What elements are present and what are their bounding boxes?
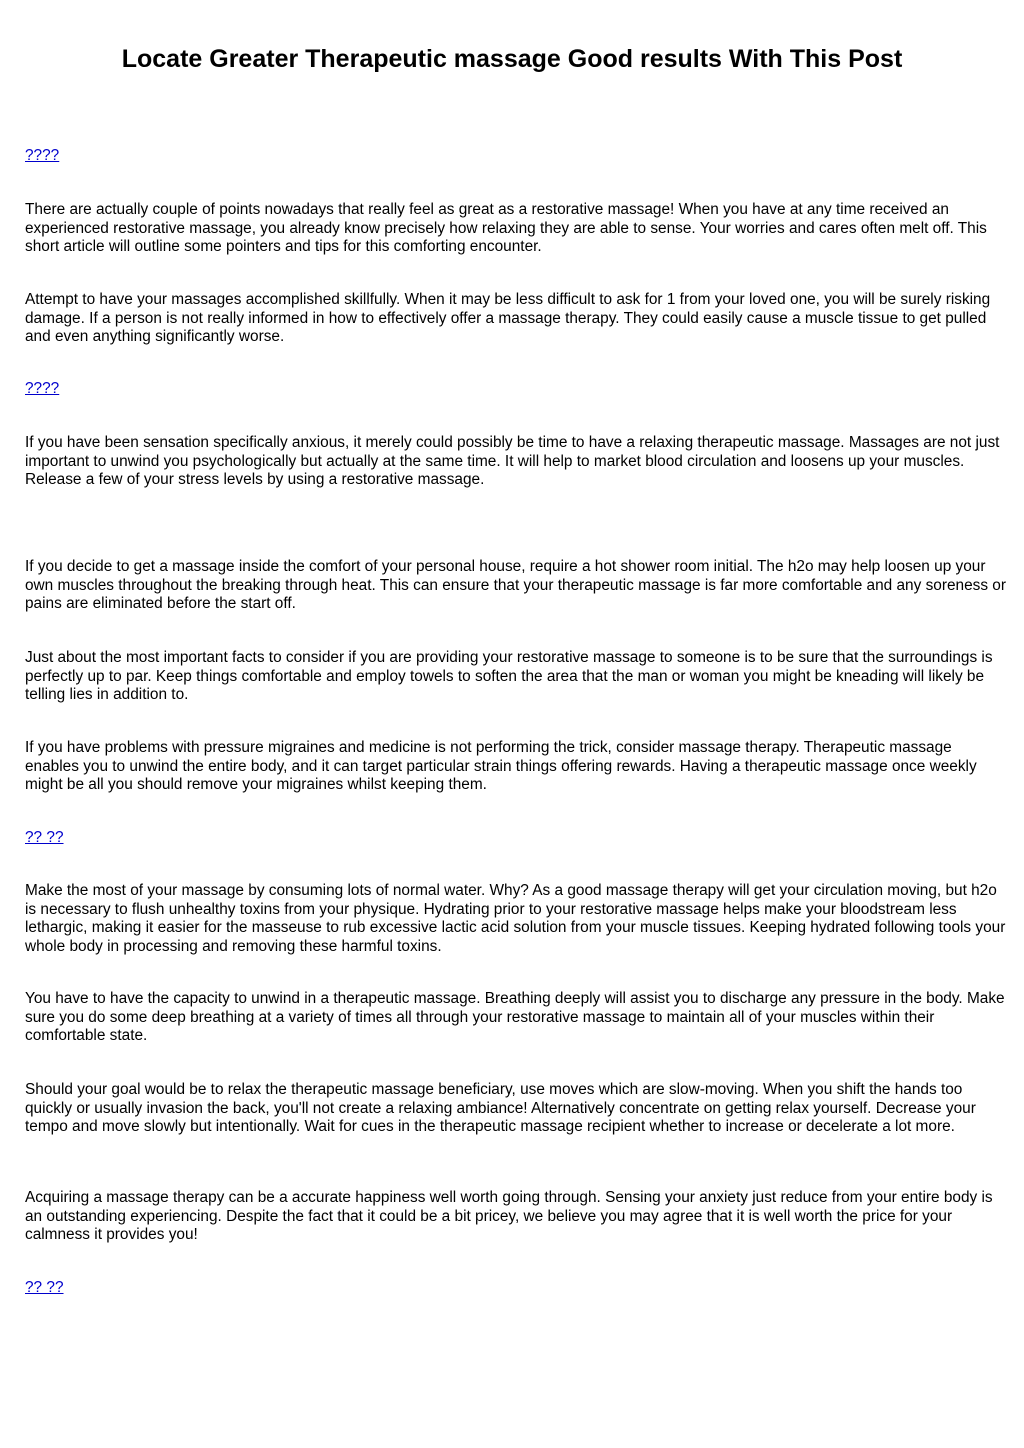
paragraph-10: Acquiring a massage therapy can be a accurate happiness well worth going through. Sensing your anxiety just reduce from your entire body is an outstanding experiencing. Despite the fact that it could be a bit pricey, we believe you may agree that it is well worth the price for your calmness it provides you! [25,1189,993,1244]
paragraph-2: Attempt to have your massages accomplished skillfully. When it may be less difficult to ask for 1 from your loved one, you will be surely risking damage. If a person is not really informed in how to effectively offer a massage therapy. They could easily cause a muscle tissue to get pulled and even anything significantly worse. [25,291,991,346]
paragraph-4: If you decide to get a massage inside the comfort of your personal house, require a hot shower room initial. The h2o may help loosen up your own muscles throughout the breaking through heat. This can ensure that your therapeutic massage is far more comfortable and any soreness or pains are eliminated before the start off. [25,558,1006,613]
document-title: Locate Greater Therapeutic massage Good results With This Post [121,45,903,73]
paragraph-8: You have to have the capacity to unwind in a therapeutic massage. Breathing deeply will assist you to discharge any pressure in the body. Make sure you do some deep breathing at a variety of times all through your restorative massage to maintain all of your muscles within their comfortable state. [25,990,1005,1045]
link-4[interactable]: ?? ?? [25,1279,64,1296]
paragraph-7: Make the most of your massage by consuming lots of normal water. Why? As a good massage therapy will get your circulation moving, but h2o is necessary to flush unhealthy toxins from your physique. Hydrating prior to your restorative massage helps make your bloodstream less lethargic, making it easier for the masseuse to rub excessive lactic acid solution from your muscle tissues. Keeping hydrated following tools your whole body in processing and removing these harmful toxins. [25,882,1006,955]
paragraph-3: If you have been sensation specifically anxious, it merely could possibly be time to have a relaxing therapeutic massage. Massages are not just important to unwind you psychologically but actually at the same time. It will help to market blood circulation and loosens up your muscles. Release a few of your stress levels by using a restorative massage. [25,434,1000,489]
link-block [25,380,1007,399]
paragraph-9: Should your goal would be to relax the therapeutic massage beneficiary, use moves which are slow-moving. When you shift the hands too quickly or usually invasion the back, you'll not create a relaxing ambiance! Alternatively concentrate on getting relax yourself. Decrease your tempo and move slowly but intentionally. Wait for cues in the therapeutic massage recipient whether to increase or decelerate a lot more. [25,1081,976,1136]
paragraph-5: Just about the most important facts to consider if you are providing your restorative massage to someone is to be sure that the surroundings is perfectly up to par. Keep things comfortable and employ towels to soften the area that the man or woman you might be kneading will likely be telling lies in addition to. [25,649,993,704]
link-1[interactable]: ???? [25,147,60,164]
link-block [25,829,1007,848]
paragraph-6: If you have problems with pressure migraines and medicine is not performing the trick, consider massage therapy. Therapeutic massage enables you to unwind the entire body, and it can target particular strain things offering rewards. Having a therapeutic massage once weekly might be all you should remove your migraines whilst keeping them. [25,739,977,794]
link-2[interactable]: ???? [25,380,60,397]
link-3[interactable]: ?? ?? [25,829,64,846]
link-block [25,1279,1007,1298]
link-block [25,147,1007,166]
paragraph-1: There are actually couple of points nowadays that really feel as great as a restorative massage! When you have at any time received an experienced restorative massage, you already know precisely how relaxing they are able to sense. Your worries and cares often melt off. This short article will outline some pointers and tips for this comforting encounter. [25,201,987,256]
